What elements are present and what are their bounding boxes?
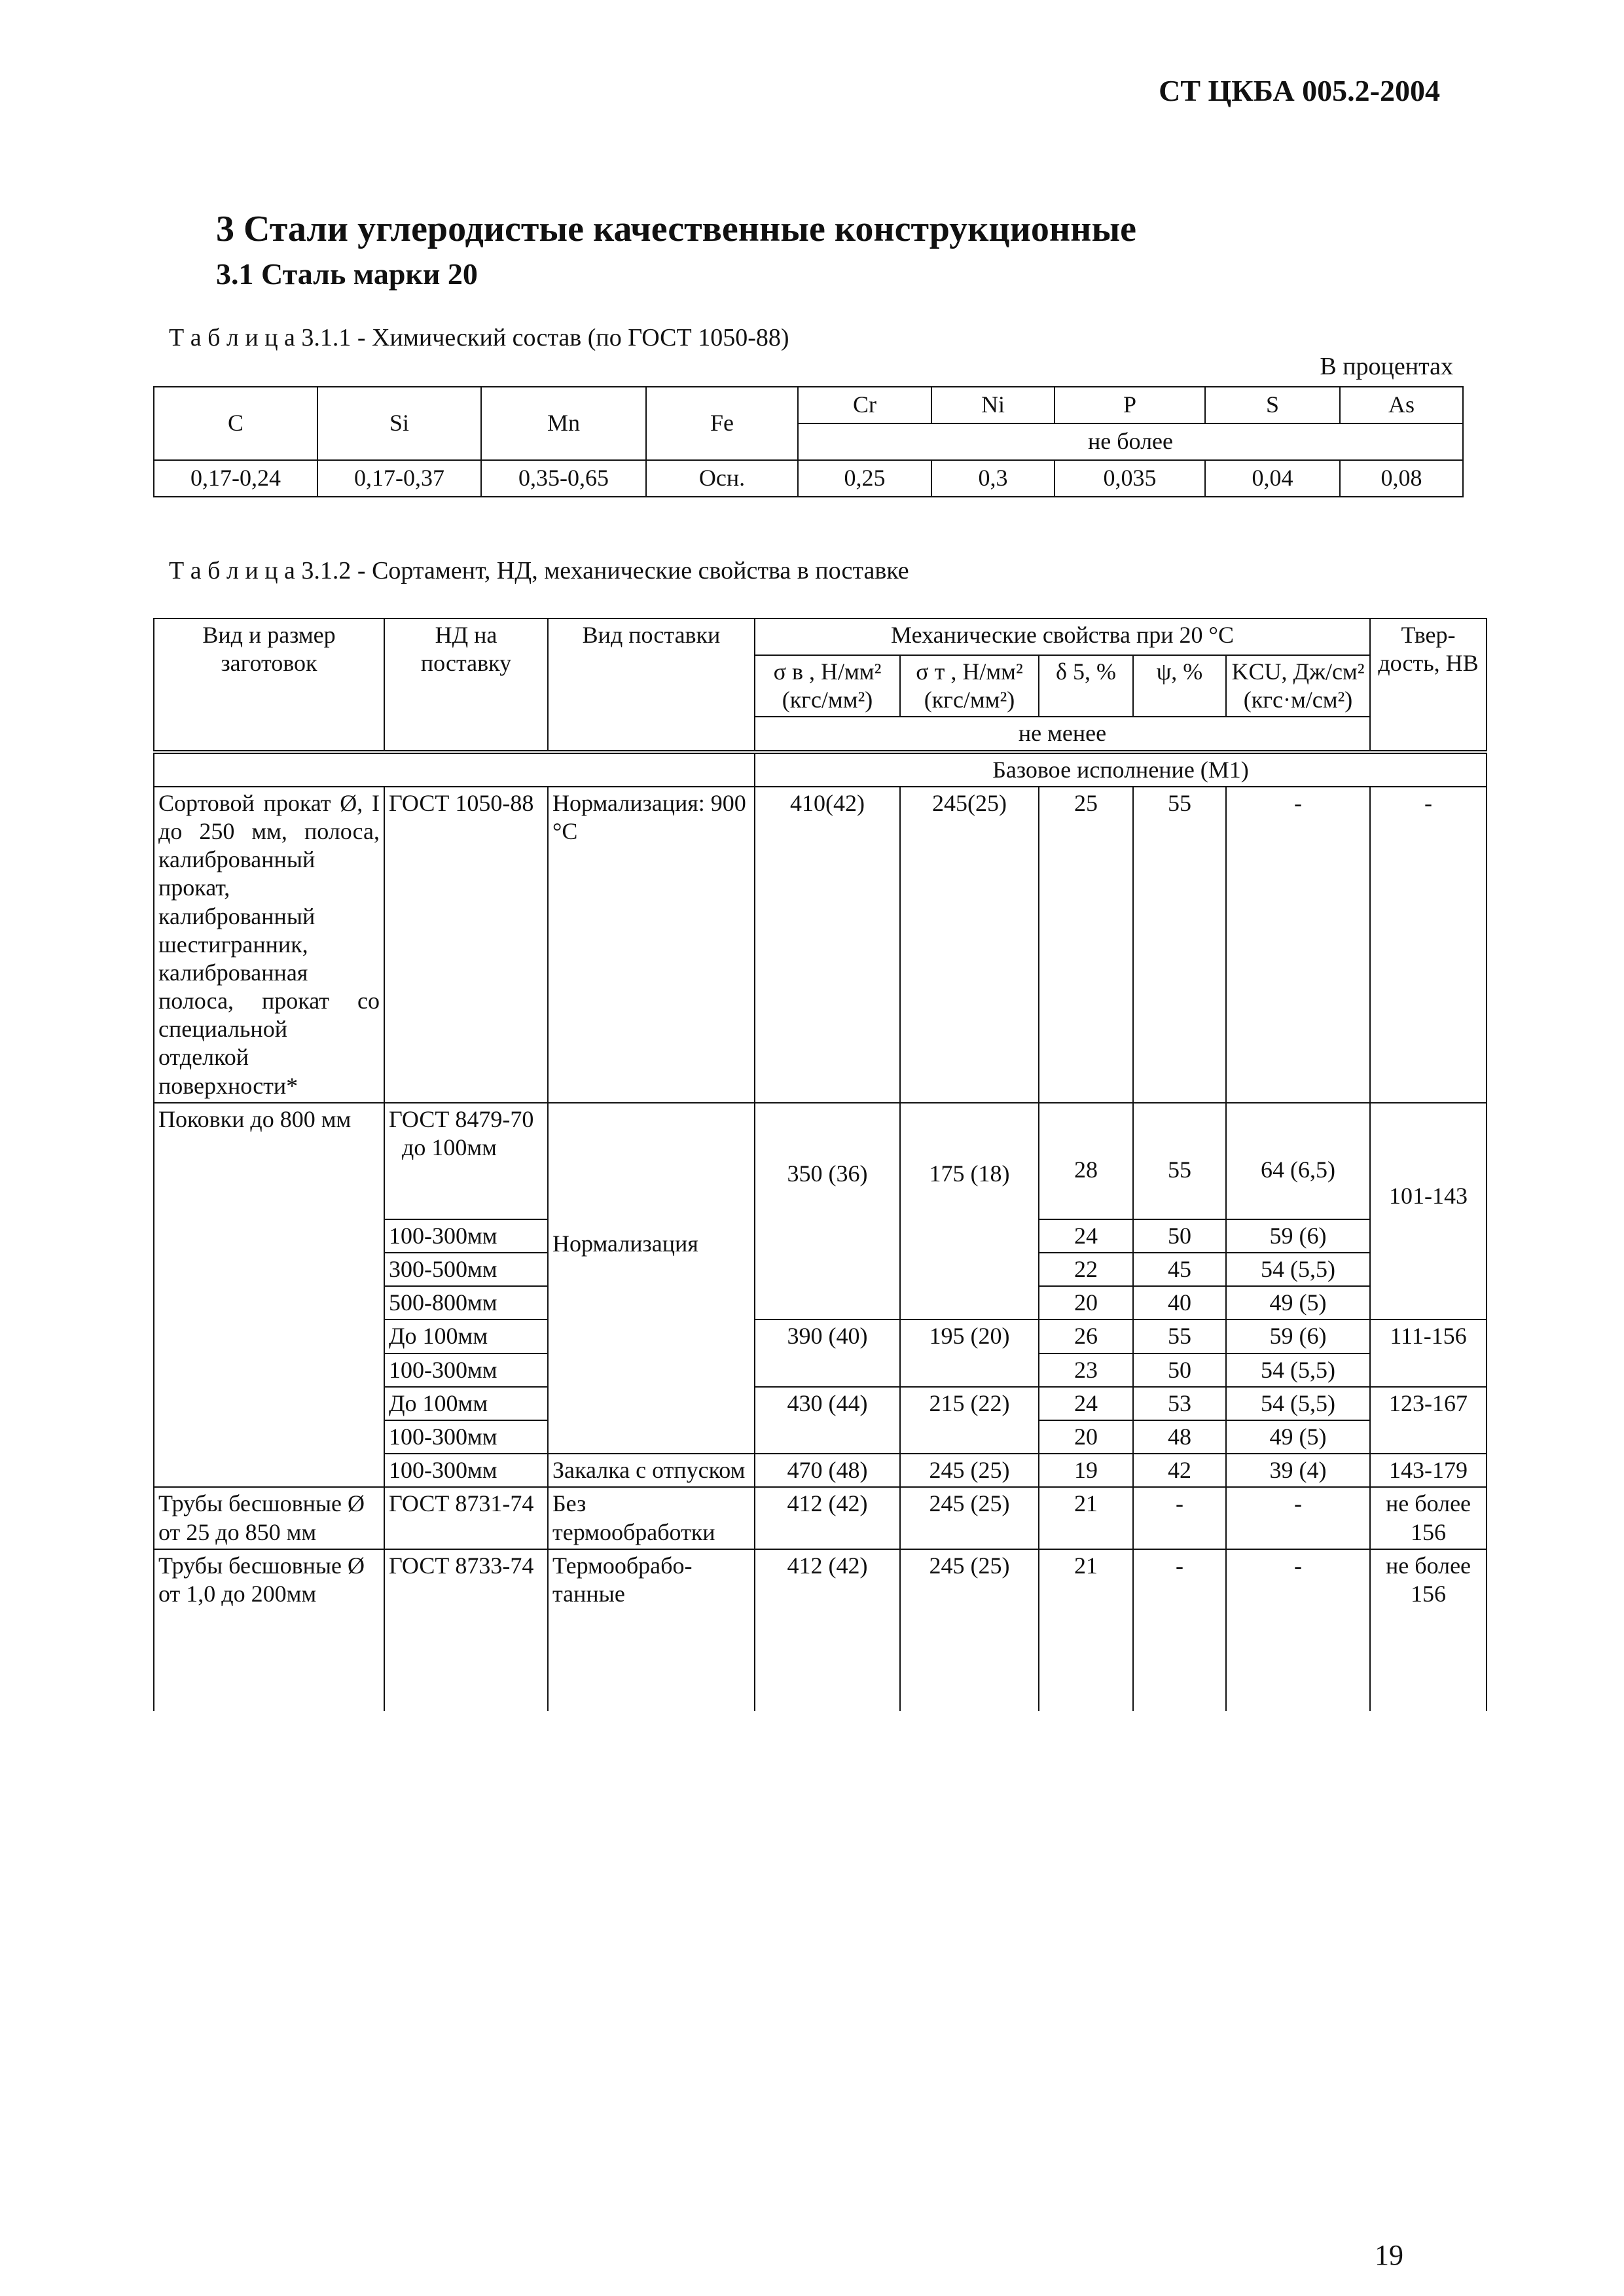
rolled-nd: ГОСТ 1050-88 [384,787,548,1103]
pipes1-psi: - [1133,1487,1226,1549]
forgings-sigma-t-2: 195 (20) [900,1319,1039,1386]
table1-caption [169,323,789,352]
value-cr: 0,25 [798,460,931,497]
forgings-kcu-6: 54 (5,5) [1226,1354,1370,1387]
page-number: 19 [1375,2239,1403,2271]
forgings-psi-7: 53 [1133,1387,1226,1420]
header-kcu: KCU, Дж/см² (кгс·м/см²) [1226,655,1370,717]
forgings-hb-3: 123-167 [1370,1387,1487,1454]
document-id: СТ ЦКБА 005.2-2004 [1159,74,1440,107]
rolled-hb: - [1370,787,1487,1103]
forgings-hb-4: 143-179 [1370,1454,1487,1487]
forgings-delta-6: 23 [1039,1354,1133,1387]
value-as: 0,08 [1340,460,1463,497]
pipes2-kind: Трубы бесшовные Ø от 1,0 до 200мм [154,1549,384,1711]
forgings-delta-1: 28 [1039,1103,1133,1219]
forgings-psi-4: 40 [1133,1286,1226,1319]
forgings-delivery-normalization [548,1103,755,1454]
forgings-sigma-b-2: 390 (40) [755,1319,900,1386]
pipes1-sigma-t: 245 (25) [900,1487,1039,1549]
forgings-kcu-4: 49 (5) [1226,1286,1370,1319]
forgings-delivery-quench: Закалка с отпуском [548,1454,755,1487]
forgings-size-5: До 100мм [384,1319,548,1353]
forgings-sigma-b-1: 350 (36) [755,1103,900,1320]
table1-unit-note: В процентах [1320,353,1453,380]
rolled-delivery: Нормализация: 900 °С [548,787,755,1103]
pipes1-delivery: Без термообработки [548,1487,755,1549]
forgings-size-3: 300-500мм [384,1253,548,1286]
table2-caption-prefix: Т а б л и ц а 3.1.2 [169,557,352,584]
header-mn: Mn [481,387,646,460]
value-fe: Осн. [646,460,798,497]
header-p: P [1055,387,1205,423]
forgings-kcu-2: 59 (6) [1226,1219,1370,1253]
pipes2-sigma-t: 245 (25) [900,1549,1039,1711]
forgings-size-1: до 100мм [402,1134,497,1160]
forgings-delta-2: 24 [1039,1219,1133,1253]
forgings-hb-1: 101-143 [1370,1103,1487,1320]
forgings-size-4: 500-800мм [384,1286,548,1319]
mechanical-properties-table [153,618,1487,1711]
header-si: Si [317,387,481,460]
rolled-delta: 25 [1039,787,1133,1103]
section-title: 3 Стали углеродистые качественные конструкционные [216,209,1137,249]
forgings-delta-4: 20 [1039,1286,1133,1319]
header-delta: δ 5, % [1039,655,1133,717]
base-version-label: Базовое исполнение (М1) [755,752,1487,787]
forgings-size-7: До 100мм [384,1387,548,1420]
pipes1-nd: ГОСТ 8731-74 [384,1487,548,1549]
value-ni: 0,3 [931,460,1055,497]
forgings-kcu-5: 59 (6) [1226,1319,1370,1353]
forgings-delivery-label: Нормализация [552,1230,698,1257]
header-mech-props: Механические свойства при 20 °С [755,619,1370,655]
header-sigma-b: σ в , Н/мм² (кгс/мм²) [755,655,900,717]
value-si: 0,17-0,37 [317,460,481,497]
forgings-sigma-b-4: 470 (48) [755,1454,900,1487]
rolled-sigma-b: 410(42) [755,787,900,1103]
value-s: 0,04 [1205,460,1340,497]
chemical-composition-table [153,386,1464,497]
pipes1-hb: не более 156 [1370,1487,1487,1549]
forgings-kcu-7: 54 (5,5) [1226,1387,1370,1420]
pipes2-sigma-b: 412 (42) [755,1549,900,1711]
table1-caption-text: - Химический состав (по ГОСТ 1050-88) [351,324,789,351]
header-delivery: Вид поставки [548,619,755,752]
forgings-hb-2: 111-156 [1370,1319,1487,1386]
forgings-sigma-t-4: 245 (25) [900,1454,1039,1487]
pipes1-delta: 21 [1039,1487,1133,1549]
value-mn: 0,35-0,65 [481,460,646,497]
value-p: 0,035 [1055,460,1205,497]
pipes1-sigma-b: 412 (42) [755,1487,900,1549]
header-psi: ψ, % [1133,655,1226,717]
forgings-kcu-3: 54 (5,5) [1226,1253,1370,1286]
forgings-nd-size [384,1103,548,1219]
table2-caption-text: - Сортамент, НД, механические свойства в поставке [351,557,909,584]
forgings-sigma-t-1: 175 (18) [900,1103,1039,1320]
forgings-psi-9: 42 [1133,1454,1226,1487]
rolled-kcu: - [1226,787,1370,1103]
value-c: 0,17-0,24 [154,460,317,497]
forgings-sigma-b-3: 430 (44) [755,1387,900,1454]
rolled-kind: Сортовой прокат Ø, I до 250 мм, полоса, калиброванный прокат, калиброванный шестигранник, калиброванная полоса, прокат со специальной отделкой поверхности* [154,787,384,1103]
header-nd: НД на поставку [384,619,548,752]
header-sigma-t: σ т , Н/мм² (кгс/мм²) [900,655,1039,717]
table1-caption-prefix: Т а б л и ц а 3.1.1 [169,324,352,351]
forgings-kcu-9: 39 (4) [1226,1454,1370,1487]
forgings-psi-5: 55 [1133,1319,1226,1353]
forgings-psi-1: 55 [1133,1103,1226,1219]
subsection-title: 3.1 Сталь марки 20 [216,257,478,291]
forgings-psi-2: 50 [1133,1219,1226,1253]
header-cr: Cr [798,387,931,423]
forgings-delta-9: 19 [1039,1454,1133,1487]
pipes2-delta: 21 [1039,1549,1133,1711]
forgings-psi-6: 50 [1133,1354,1226,1387]
forgings-delta-8: 20 [1039,1420,1133,1454]
forgings-nd: ГОСТ 8479-70 [389,1105,534,1132]
pipes2-psi: - [1133,1549,1226,1711]
pipes2-kcu: - [1226,1549,1370,1711]
header-s: S [1205,387,1340,423]
forgings-size-9: 100-300мм [384,1454,548,1487]
forgings-delta-3: 22 [1039,1253,1133,1286]
pipes2-nd: ГОСТ 8733-74 [384,1549,548,1711]
header-fe: Fe [646,387,798,460]
forgings-sigma-t-3: 215 (22) [900,1387,1039,1454]
forgings-delta-5: 26 [1039,1319,1133,1353]
forgings-size-6: 100-300мм [384,1354,548,1387]
pipes1-kcu: - [1226,1487,1370,1549]
header-as: As [1340,387,1463,423]
pipes2-hb: не более 156 [1370,1549,1487,1711]
forgings-psi-8: 48 [1133,1420,1226,1454]
pipes2-delivery: Термообрабо- танные [548,1549,755,1711]
forgings-kcu-1: 64 (6,5) [1226,1103,1370,1219]
header-c: C [154,387,317,460]
pipes1-kind: Трубы бесшовные Ø от 25 до 850 мм [154,1487,384,1549]
table2-caption [169,556,909,585]
forgings-kind: Поковки до 800 мм [154,1103,384,1488]
forgings-psi-3: 45 [1133,1253,1226,1286]
header-hardness: Твер- дость, НВ [1370,619,1487,752]
forgings-size-2: 100-300мм [384,1219,548,1253]
not-more-label: не более [798,423,1463,460]
rolled-sigma-t: 245(25) [900,787,1039,1103]
header-kind: Вид и размер заготовок [154,619,384,752]
forgings-delta-7: 24 [1039,1387,1133,1420]
forgings-kcu-8: 49 (5) [1226,1420,1370,1454]
not-less-label: не менее [755,717,1370,751]
rolled-psi: 55 [1133,787,1226,1103]
header-ni: Ni [931,387,1055,423]
forgings-size-8: 100-300мм [384,1420,548,1454]
